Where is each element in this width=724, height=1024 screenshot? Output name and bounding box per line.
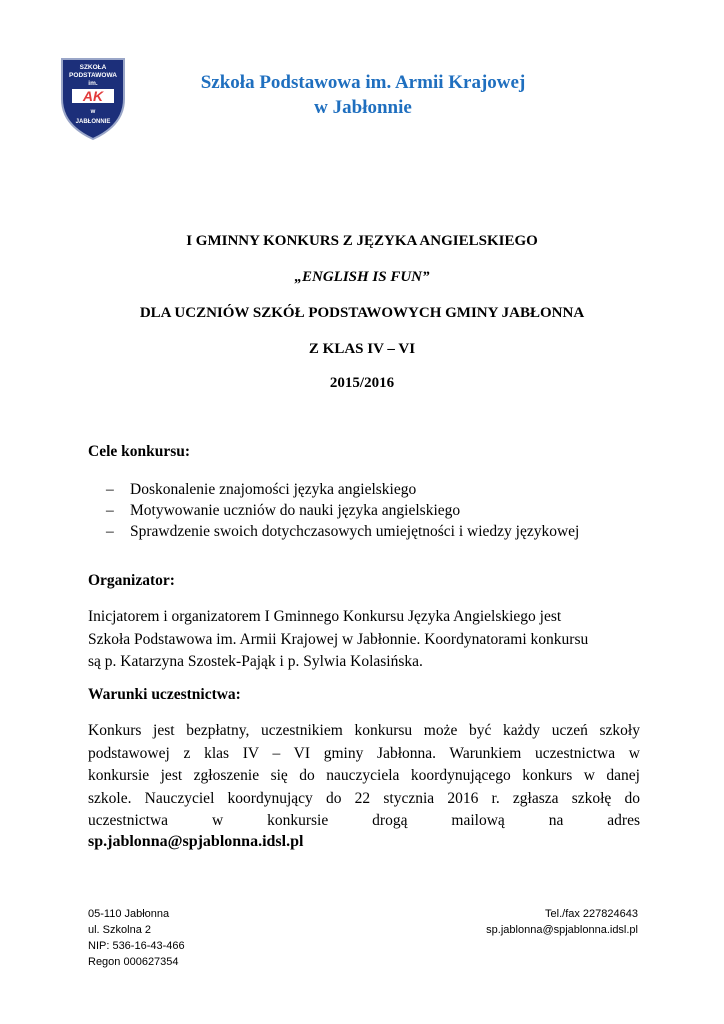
contest-audience: DLA UCZNIÓW SZKÓŁ PODSTAWOWYCH GMINY JABŁONNA: [139, 305, 585, 321]
logo-text-w: w: [90, 109, 96, 115]
conditions-text: Konkurs jest bezpłatny, uczestnikiem konkursu może być każdy uczeń szkoły podstawowej z klas IV – VI gminy Jabłonna. Warunkiem uczestnictwa w konkursie jest zgłoszenie się do nauczyciela koordynującego konkurs w danej szkole. Nauczyciel koordynujący do 22 stycznia 2016 r. zgłasza szkołę do uczestnictwa w konkursie drogą mailową na adres: [88, 722, 640, 829]
dash-bullet: –: [106, 523, 114, 540]
goals-label: Cele konkursu:: [88, 443, 191, 460]
dash-bullet: –: [106, 502, 114, 519]
organizer-text: Inicjatorem i organizatorem I Gminnego Konkursu Języka Angielskiego jest Szkoła Podstawowa im. Armii Krajowej w Jabłonnie. Koordynatorami konkursu są p. Katarzyna Szostek-Pająk i p. Sylwia Kolasińska.: [88, 608, 589, 670]
school-name: [140, 70, 586, 120]
contact-email-link[interactable]: sp.jablonna@spjablonna.idsl.pl: [88, 833, 304, 850]
footer-phone: Tel./fax 227824643: [545, 908, 638, 920]
contest-title: I GMINNY KONKURS Z JĘZYKA ANGIELSKIEGO: [186, 233, 538, 249]
school-logo: [58, 55, 128, 141]
footer-contact: [486, 906, 638, 938]
logo-text-mid: PODSTAWOWA: [69, 72, 117, 79]
list-item: – Motywowanie uczniów do nauki języka angielskiego: [106, 502, 461, 519]
logo-text-im: im.: [88, 80, 98, 87]
contest-motto: „ENGLISH IS FUN”: [294, 269, 430, 285]
conditions-label: Warunki uczestnictwa:: [88, 686, 241, 703]
contest-year: 2015/2016: [329, 375, 395, 391]
logo-text-bottom: JABŁONNIE: [75, 119, 111, 125]
organizer-label: Organizator:: [88, 572, 175, 589]
school-name-line1: Szkoła Podstawowa im. Armii Krajowej: [200, 72, 526, 93]
dash-bullet: –: [106, 481, 114, 498]
logo-emblem: AK: [82, 88, 104, 104]
footer-address: 05-110 Jabłonna ul. Szkolna 2 NIP: 536-16-43-466 Regon 000627354: [88, 908, 185, 968]
list-item: – Sprawdzenie swoich dotychczasowych umiejętności i wiedzy językowej: [106, 523, 580, 540]
goals-list: [106, 479, 579, 542]
footer-email[interactable]: sp.jablonna@spjablonna.idsl.pl: [486, 924, 638, 936]
contest-grades: Z KLAS IV – VI: [308, 341, 416, 357]
list-item: – Doskonalenie znajomości języka angielskiego: [106, 481, 417, 498]
school-name-line2: w Jabłonnie: [314, 97, 412, 118]
logo-text-top: SZKOŁA: [79, 64, 107, 71]
